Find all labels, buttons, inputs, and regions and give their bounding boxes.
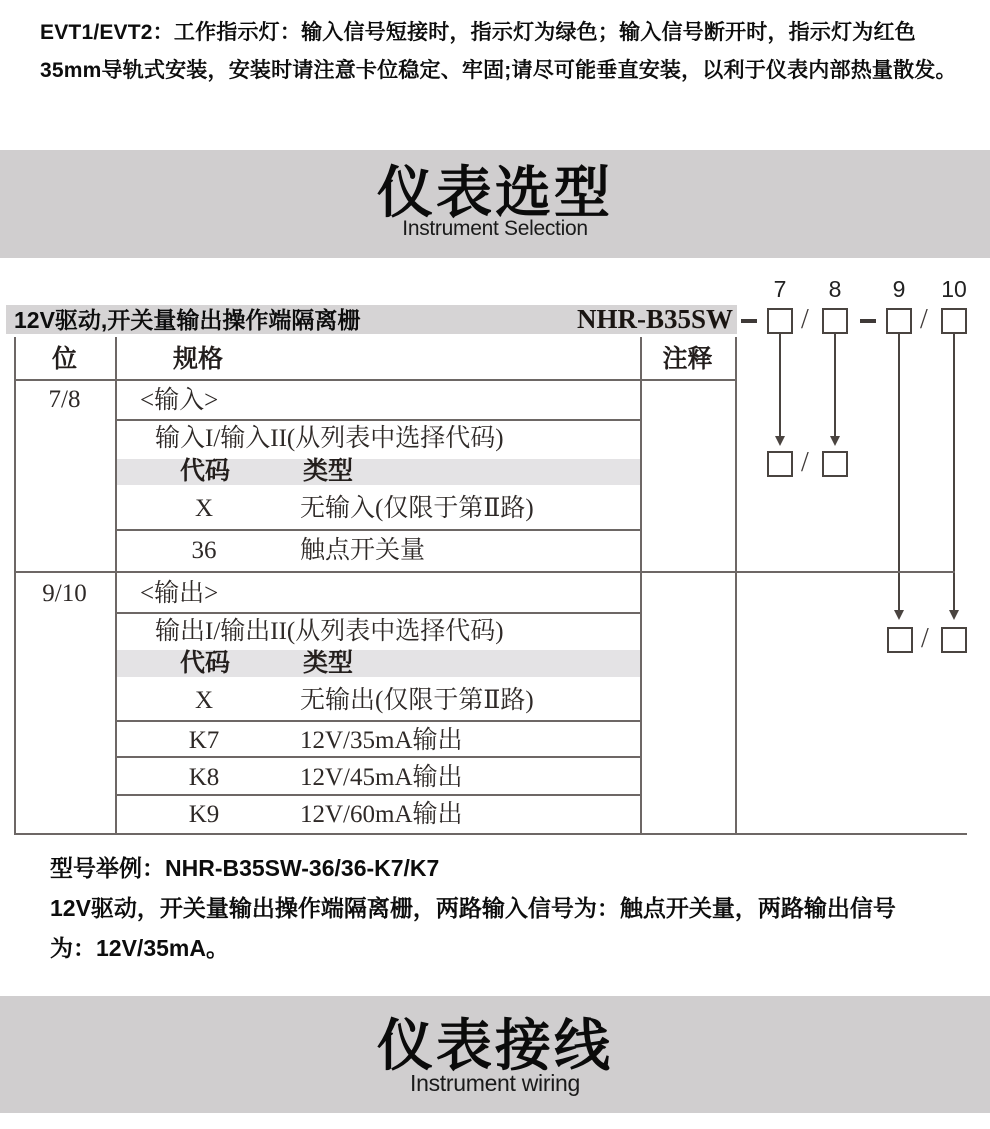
output-select-slash: / <box>921 623 929 654</box>
example-line-1: 型号举例：NHR-B35SW-36/36-K7/K7 <box>50 855 440 881</box>
banner-title-en: Instrument Selection <box>402 217 588 241</box>
arrow-head-7-icon <box>775 436 785 446</box>
banner-title-cn: 仪表接线 <box>377 1014 613 1077</box>
output-row-code: X <box>194 687 214 714</box>
section-banner-instrument-selection <box>0 150 990 258</box>
model-slash-2: / <box>920 304 928 335</box>
model-code: NHR-B35SW <box>576 304 733 334</box>
model-dash-1 <box>741 319 757 323</box>
output-row-code: K7 <box>188 727 220 754</box>
section-position-9-10: 9/10 <box>42 580 87 607</box>
table-line-section-divider <box>14 571 955 573</box>
output-select-box-9 <box>887 627 913 653</box>
table-border-right <box>735 337 737 835</box>
input-row-type: 无输入(仅限于第Ⅱ路) <box>300 495 534 522</box>
section-position-7-8: 7/8 <box>48 386 81 413</box>
table-line-k7 <box>115 756 640 758</box>
table-divider-position <box>115 337 117 835</box>
input-group-subtitle: 输入I/输入II(从列表中选择代码) <box>155 425 504 452</box>
input-code-label: 代码 <box>180 458 231 485</box>
arrow-head-8-icon <box>830 436 840 446</box>
input-type-label: 类型 <box>303 458 354 485</box>
model-digit-box-9 <box>886 308 912 334</box>
table-line-input-title <box>115 419 640 421</box>
output-row-code: K8 <box>188 764 220 791</box>
input-row-code: 36 <box>191 537 217 564</box>
output-code-label: 代码 <box>180 650 231 677</box>
table-line-output-title <box>115 612 640 614</box>
banner-title-cn: 仪表选型 <box>377 161 613 224</box>
input-select-box-8 <box>822 451 848 477</box>
example-line-3: 为：12V/35mA。 <box>50 935 229 961</box>
intro-line-2: 35mm导轨式安装，安装时请注意卡位稳定、牢固;请尽可能垂直安装，以利于仪表内部热量散发。 <box>40 59 957 82</box>
arrow-line-7 <box>779 334 781 436</box>
table-line-header-bottom <box>14 379 737 381</box>
model-slash-1: / <box>801 304 809 335</box>
section-banner-instrument-wiring <box>0 996 990 1113</box>
input-select-box-7 <box>767 451 793 477</box>
output-row-type: 无输出(仅限于第Ⅱ路) <box>300 687 534 714</box>
model-digit-box-10 <box>941 308 967 334</box>
table-line-output-x <box>115 720 640 722</box>
col-header-spec: 规格 <box>173 346 224 373</box>
col-header-note: 注释 <box>662 346 713 373</box>
input-row-type: 触点开关量 <box>300 537 426 564</box>
table-border-bottom <box>14 833 967 835</box>
model-dash-2 <box>860 319 876 323</box>
input-select-slash: / <box>801 447 809 478</box>
model-digit-box-8 <box>822 308 848 334</box>
table-divider-note <box>640 337 642 835</box>
example-line-2: 12V驱动，开关量输出操作端隔离栅，两路输入信号为：触点开关量，两路输出信号 <box>50 895 896 921</box>
arrow-line-9 <box>898 334 900 610</box>
col-header-position: 位 <box>51 346 77 373</box>
model-digit-box-7 <box>767 308 793 334</box>
intro-line-1: EVT1/EVT2：工作指示灯：输入信号短接时，指示灯为绿色；输入信号断开时，指示灯为红色 <box>40 21 916 44</box>
output-row-code: K9 <box>188 801 220 828</box>
table-line-k8 <box>115 794 640 796</box>
digit-label-9: 9 <box>892 276 906 302</box>
output-row-type: 12V/45mA输出 <box>300 764 463 791</box>
model-description: 12V驱动,开关量输出操作端隔离栅 <box>14 307 361 333</box>
output-row-type: 12V/35mA输出 <box>300 727 463 754</box>
output-type-label: 类型 <box>303 650 354 677</box>
arrow-line-8 <box>834 334 836 436</box>
output-select-box-10 <box>941 627 967 653</box>
arrow-head-9-icon <box>894 610 904 620</box>
banner-title-en: Instrument wiring <box>409 1070 581 1097</box>
output-group-title: <输出> <box>140 580 219 607</box>
intro-paragraph <box>40 14 960 90</box>
output-row-type: 12V/60mA输出 <box>300 801 463 828</box>
arrow-line-10 <box>953 334 955 610</box>
input-group-title: <输入> <box>140 387 219 414</box>
input-row-code: X <box>194 495 214 522</box>
arrow-head-10-icon <box>949 610 959 620</box>
output-group-subtitle: 输出I/输出II(从列表中选择代码) <box>155 618 504 645</box>
digit-label-10: 10 <box>941 276 967 302</box>
digit-label-7: 7 <box>773 276 787 302</box>
model-example-paragraph <box>50 848 950 968</box>
digit-label-8: 8 <box>828 276 842 302</box>
model-title-band <box>6 305 737 334</box>
table-line-input-x <box>115 529 640 531</box>
